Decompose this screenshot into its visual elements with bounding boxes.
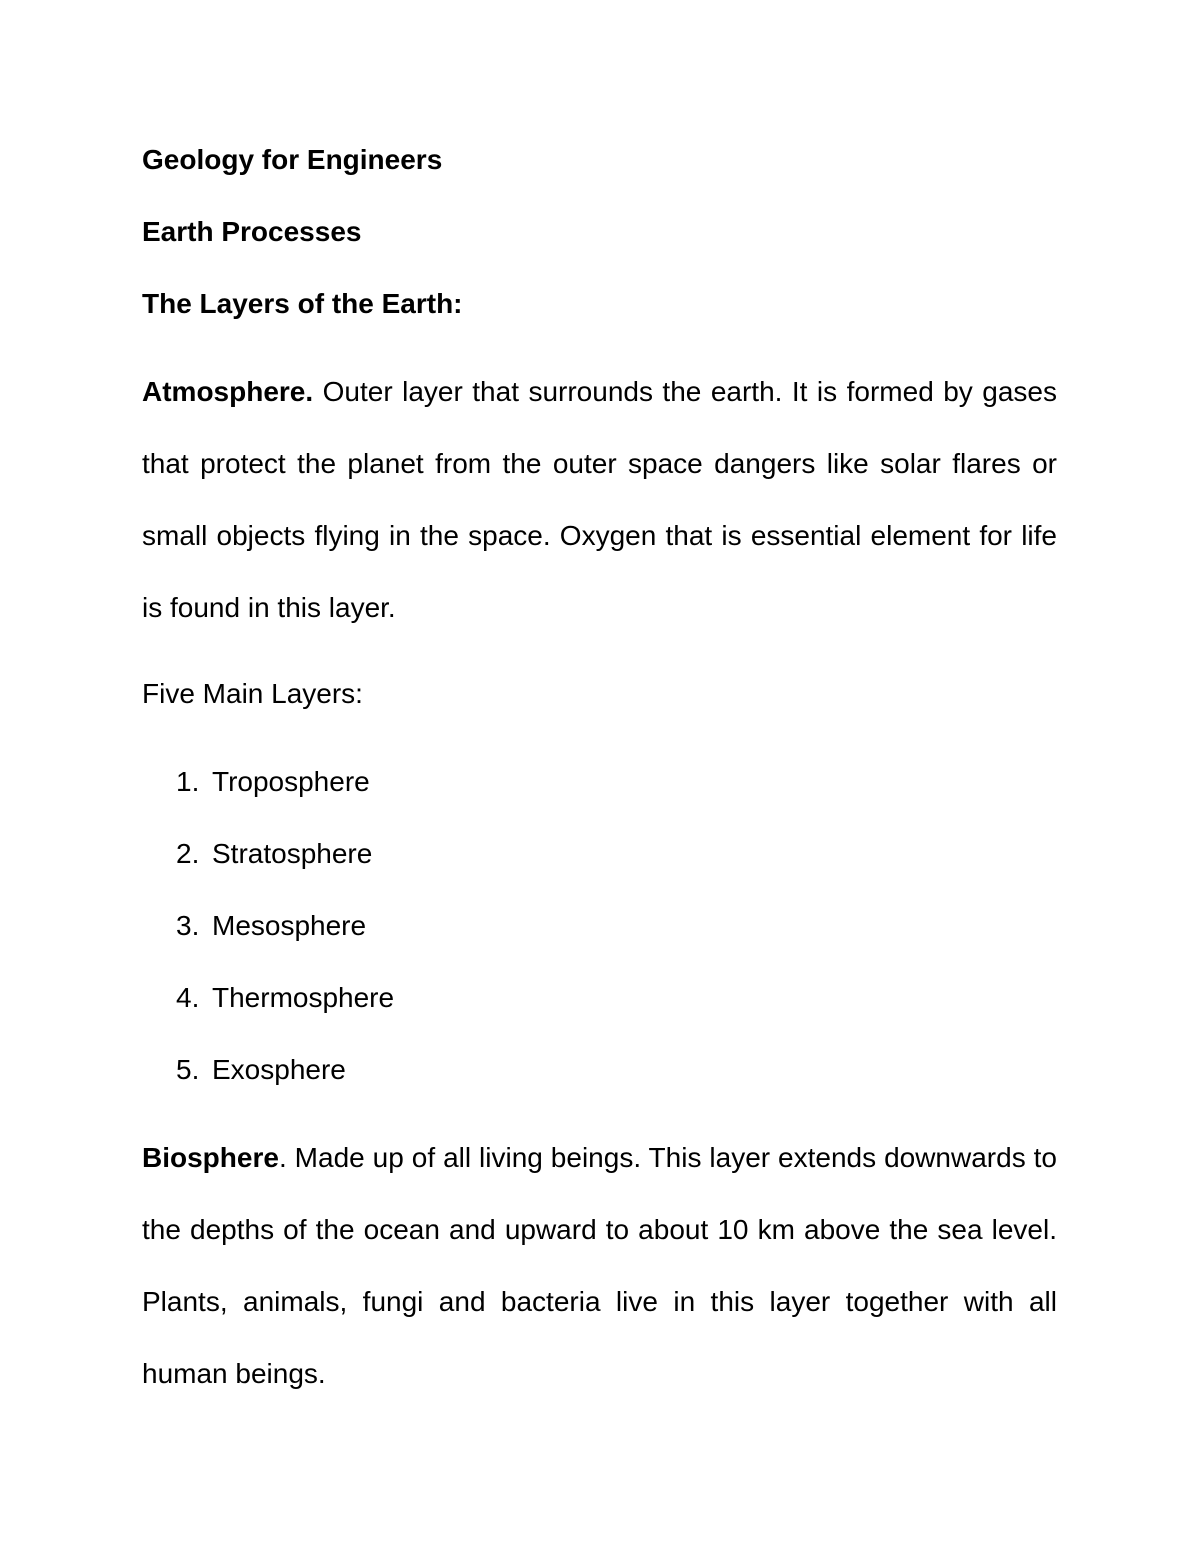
biosphere-text: . Made up of all living beings. This layer extends downwards to the depths of the ocean and upward to about 10 km above the sea level. Plants, animals, fungi and bacteria live in this layer together with all human beings. xyxy=(142,1142,1057,1389)
biosphere-paragraph xyxy=(142,1122,1057,1410)
list-number: 2. xyxy=(176,838,200,869)
atmosphere-paragraph xyxy=(142,356,1057,644)
list-number: 5. xyxy=(176,1054,200,1085)
course-title: Geology for Engineers xyxy=(142,144,443,175)
layers-intro: Five Main Layers: xyxy=(142,678,363,709)
list-item xyxy=(176,910,366,942)
list-text: Troposphere xyxy=(212,766,370,797)
unit-title: Earth Processes xyxy=(142,216,362,247)
list-text: Thermosphere xyxy=(212,982,395,1013)
list-text: Mesosphere xyxy=(212,910,367,941)
list-text: Stratosphere xyxy=(212,838,373,869)
list-number: 3. xyxy=(176,910,200,941)
list-text: Exosphere xyxy=(212,1054,346,1085)
biosphere-term: Biosphere xyxy=(142,1142,279,1173)
list-number: 4. xyxy=(176,982,200,1013)
atmosphere-term: Atmosphere. xyxy=(142,376,314,407)
list-item xyxy=(176,982,394,1014)
list-item xyxy=(176,838,372,870)
list-number: 1. xyxy=(176,766,200,797)
section-title: The Layers of the Earth: xyxy=(142,288,463,319)
list-item xyxy=(176,1054,346,1086)
atmosphere-text: Outer layer that surrounds the earth. It is formed by gases that protect the planet from the outer space dangers like solar flares or small objects flying in the space. Oxygen that is essential element for life is found in this layer. xyxy=(142,376,1057,623)
list-item xyxy=(176,766,370,798)
